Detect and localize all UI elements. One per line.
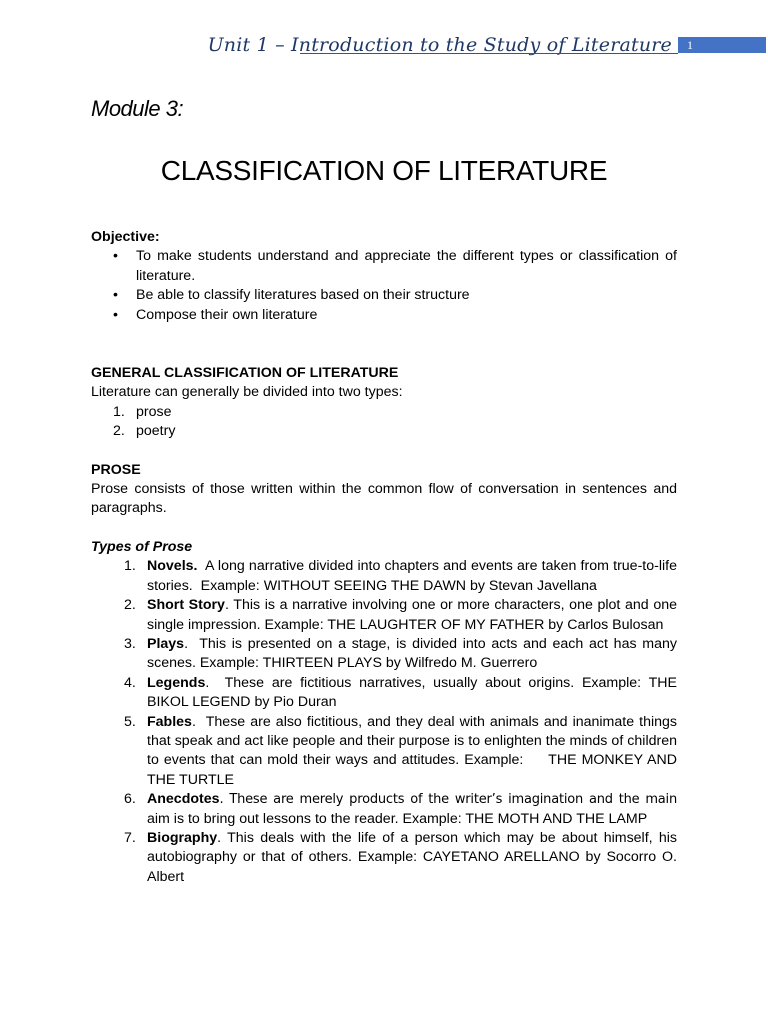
prose-type-item [91, 596, 677, 635]
prose-type-description: . These are fictitious narratives, usually about origins. Example: THE BIKOL LEGEND by Pio Duran [147, 674, 681, 711]
objective-item: • Be able to classify literatures based on their structure [91, 286, 677, 305]
prose-type-term: Legends [147, 674, 206, 691]
module-label: Module 3: [91, 96, 184, 121]
prose-type-description: A long narrative divided into chapters and events are taken from true-to-life stories. Example: WITHOUT SEEING THE DAWN by Stevan Javellana [147, 558, 681, 594]
general-classification-heading: GENERAL CLASSIFICATION OF LITERATURE [91, 365, 399, 382]
objective-item: • To make students understand and appreciate the different types or classification of literature. [91, 247, 677, 286]
prose-type-term: Short Story [147, 597, 225, 614]
list-item [91, 422, 677, 441]
prose-type-term: Novels. [147, 558, 198, 575]
list-number: 6. [124, 791, 136, 808]
prose-type-term: Fables [147, 713, 192, 730]
prose-description: Prose consists of those written within the common flow of conversation in sentences and paragraphs. [91, 481, 677, 517]
list-number: 4. [124, 674, 136, 691]
list-number: 7. [124, 829, 136, 846]
prose-type-item [91, 557, 681, 596]
prose-type-description-cont: aim is to bring out lessons to the reader. Example: THE MOTH AND THE LAMP [147, 810, 648, 827]
prose-type-item [91, 790, 677, 829]
page-number: 1 [687, 38, 693, 52]
list-number: 1. [124, 558, 136, 575]
list-number: 5. [124, 713, 136, 730]
general-classification-intro: Literature can generally be divided into two types: [91, 384, 403, 401]
prose-type-item [91, 829, 677, 887]
objective-heading: Objective: [91, 229, 160, 245]
prose-type-description: . These are also fictitious, and they deal with animals and inanimate things that speak and act like people and their purpose is to enlighten the minds of children to events that can mold their ways and attitudes. Example: THE MONKEY AND THE TURTLE [147, 713, 681, 788]
page-title: CLASSIFICATION OF LITERATURE [160, 155, 608, 186]
objective-item: • Compose their own literature [91, 306, 677, 325]
prose-type-term: Plays [147, 635, 185, 652]
prose-type-item [91, 713, 681, 791]
header-rule [300, 53, 678, 54]
prose-type-item [91, 674, 681, 713]
list-item-label: prose [136, 403, 172, 420]
list-number: 2. [113, 423, 125, 440]
list-number: 2. [124, 597, 136, 614]
prose-type-description: . This is a narrative involving one or more characters, one plot and one single impression. Example: THE LAUGHTER OF MY FATHER by Carlos Bulosan [147, 597, 677, 633]
list-number: 3. [124, 635, 136, 652]
running-header-title: Unit 1 – Introduction to the Study of Literature [207, 34, 672, 56]
prose-type-term: Biography [147, 829, 218, 846]
page-number-box [678, 37, 766, 53]
document-body [91, 228, 681, 887]
literature-types-list [91, 403, 677, 442]
prose-type-term: Anecdotes [147, 791, 220, 808]
objective-list [91, 247, 677, 325]
prose-types-list [91, 557, 681, 887]
prose-heading: PROSE [91, 461, 141, 478]
prose-type-item [91, 635, 681, 674]
prose-type-description: . This deals with the life of a person which may be about himself, his autobiography or that of others. Example: CAYETANO ARELLANO by Socorro O. Albert [147, 829, 677, 885]
prose-type-description: . These are merely products of the writer’s imagination and the main [219, 792, 677, 808]
prose-type-description: . This is presented on a stage, is divided into acts and each act has many scenes. Example: THIRTEEN PLAYS by Wilfredo M. Guerrero [147, 635, 681, 672]
types-of-prose-heading: Types of Prose [91, 538, 193, 555]
list-number: 1. [113, 403, 125, 420]
list-item [91, 403, 677, 422]
list-item-label: poetry [136, 423, 176, 440]
